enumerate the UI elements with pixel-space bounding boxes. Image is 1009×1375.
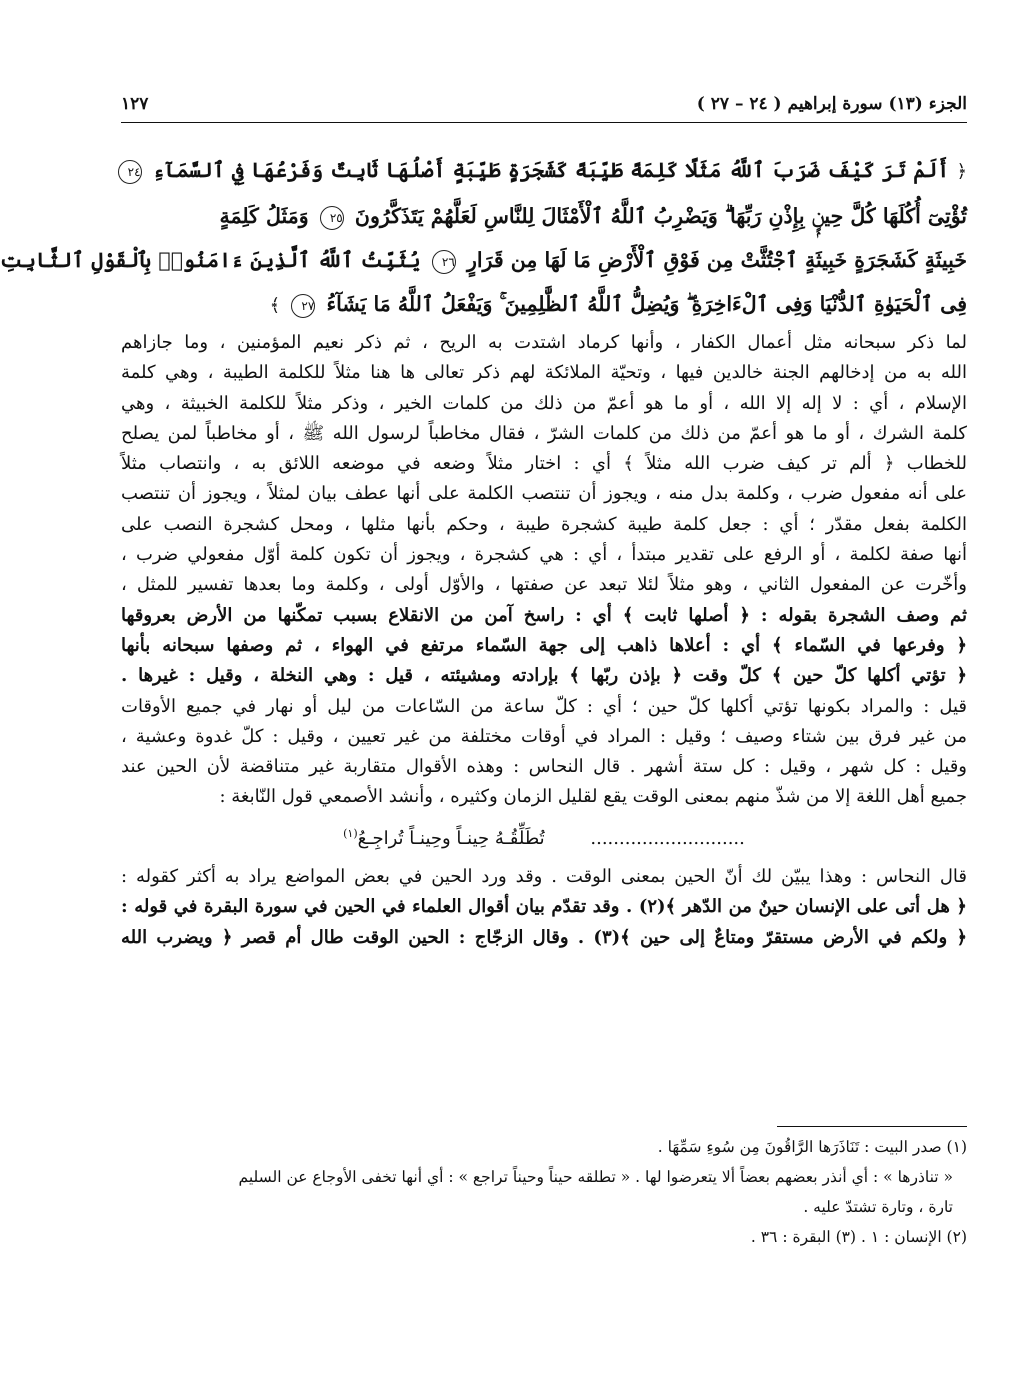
ayah-number-marker: ٢٧ bbox=[291, 294, 315, 318]
commentary-line: كلمة الشرك ، أو ما هو أعمّ من ذلك من كلمات الشرّ ، فقال مخاطباً لرسول الله ﷺ ، أو مخاطباً لمن يصلح bbox=[121, 422, 967, 444]
book-page bbox=[0, 88, 968, 1328]
commentary-line: قيل : والمراد بكونها تؤتي أكلها كلّ حين ؛ أي : كلّ ساعة من السّاعات من ليل أو نهار في جميع الأوقات bbox=[121, 695, 967, 717]
verse-text: وَمَثَلُ كَلِمَةٍ bbox=[219, 204, 309, 228]
verse-line bbox=[121, 282, 967, 328]
commentary-line: للخطاب ﴿ ألم تر كيف ضرب الله مثلاً ﴾ أي : اختار مثلاً وضعه في موضعه اللائق به ، وانتصاب مثلاً bbox=[121, 453, 967, 475]
footnote-line: (٢) الإنسان : ١ . (٣) البقرة : ٣٦ . bbox=[750, 1228, 967, 1246]
footnotes bbox=[121, 1132, 967, 1252]
ayah-number-marker: ٢٤ bbox=[118, 160, 142, 184]
commentary-line: ﴿ وفرعها في السّماء ﴾ أي : أعلاها ذاهب إلى جهة السّماء مرتفع في الهواء ، ثم وصفها سبحانه بأنها bbox=[121, 634, 967, 656]
ayah-number-marker: ٢٦ bbox=[432, 250, 456, 274]
commentary-line: وقيل : كل شهر ، وقيل : كل ستة أشهر . قال النحاس : وهذه الأقوال متقاربة غير متناقضة لأن الحين عند bbox=[121, 756, 967, 778]
running-title: الجزء (١٣) سورة إبراهيم ( ٢٤ – ٢٧ ) bbox=[696, 94, 967, 114]
verse-line bbox=[0, 238, 967, 282]
commentary-line: ثم وصف الشجرة بقوله : ﴿ أصلها ثابت ﴾ أي : راسخ آمن من الانقلاع بسبب تمكّنها من الأرض بعروقها bbox=[121, 604, 967, 626]
verse-line bbox=[121, 148, 967, 194]
page-header bbox=[121, 88, 967, 124]
footnote-rule bbox=[777, 1126, 967, 1127]
verse-text: فِى ٱلْحَيَوٰةِ ٱلدُّنْيَا وَفِى ٱلْءَاخِرَةِ ۖ وَيُضِلُّ ٱللَّهُ ٱلظَّٰلِمِينَ ۚ وَيَفْعَلُ ٱللَّهُ مَا يَشَآءُ bbox=[326, 292, 967, 316]
commentary-line: لما ذكر سبحانه مثل أعمال الكفار ، وأنها كرماد اشتدت به الريح ، ثم ذكر نعيم المؤمنين ، وما جازاهم bbox=[121, 332, 967, 353]
commentary-line: الله به من إدخالهم الجنة خالدين فيها ، وتحيّة الملائكة لهم ذكر تعالى ها هنا مثلاً للكلمة الطيبة ، وهي كلمة bbox=[121, 362, 967, 384]
poem-elision-dots: ........................... bbox=[590, 827, 745, 849]
verse-text: يُثَبِّتُ ٱللَّهُ ٱلَّذِينَ ءَامَنُوا۟ بِٱلْقَوْلِ ٱلثَّابِتِ bbox=[0, 248, 421, 272]
commentary-line: ﴿ تؤتي أكلها كلّ حين ﴾ كلّ وقت ﴿ بإذن ربّها ﴾ بإرادته ومشيئته ، قيل : وهي النخلة ، وقيل : غيرها . bbox=[121, 665, 967, 687]
commentary-line: وأخّرت عن المفعول الثاني ، وهو مثلاً لئلا تبعد عن صفتها ، والأوّل أولى ، وكلمة وما بعدها تفسير للمثل ، bbox=[121, 574, 967, 596]
verse-line bbox=[121, 194, 967, 238]
footnote-line: (١) صدر البيت : تَنَاذَرَها الرَّاقُونَ مِن سُوءِ سَمِّهَا . bbox=[657, 1138, 967, 1156]
ornate-bracket-close: ﴾ bbox=[269, 295, 281, 316]
poem-hemistich: تُطَلِّقُـهُ حِينـاً وحِينـاً تُراجِـعُ bbox=[357, 827, 545, 849]
footnote-line: تارة ، وتارة تشتدّ عليه . bbox=[803, 1198, 953, 1216]
commentary-line: من غير فرق بين شتاء وصيف ؛ وقيل : المراد في أوقات مختلفة من غير تعيين ، وقيل : كلّ غدوة وعشية ، bbox=[121, 725, 967, 747]
commentary-line: الكلمة بفعل مقدّر ؛ أي : جعل كلمة طيبة كشجرة طيبة ، وحكم بأنها مثلها ، ومحل كشجرة النصب على bbox=[121, 513, 967, 535]
verse-text: خَبِيثَةٍ كَشَجَرَةٍ خَبِيثَةٍ ٱجْتُثَّتْ مِن فَوْقِ ٱلْأَرْضِ مَا لَهَا مِن قَرَارٍ bbox=[466, 248, 967, 272]
commentary-body bbox=[121, 328, 967, 953]
ornate-bracket-open: ﴿ bbox=[956, 161, 967, 182]
page-number: ١٢٧ bbox=[121, 94, 149, 114]
commentary-line: على أنه مفعول ضرب ، وكلمة بدل منه ، ويجوز أن تنتصب الكلمة على أنها عطف بيان لمثلاً ، ويجوز أن تنتصب bbox=[121, 483, 967, 505]
footnote-ref: (١) bbox=[343, 826, 358, 840]
commentary-line: جميع أهل اللغة إلا من شذّ منهم بمعنى الوقت يقع لقليل الزمان وكثيره ، وأنشد الأصمعي قول النّابغة : bbox=[219, 786, 967, 808]
verse-text: أَلَمْ تَرَ كَيْفَ ضَرَبَ ٱللَّهُ مَثَلًا كَلِمَةً طَيِّبَةً كَشَجَرَةٍ طَيِّبَةٍ أَصْلُهَا ثَابِتٌ وَفَرْعُهَا فِي ٱلسَّمَآءِ bbox=[152, 158, 950, 182]
commentary-line: أنها صفة لكلمة ، أو الرفع على تقدير مبتدأ ، أي : هي كشجرة ، ويجوز أن تكون كلمة أوّل مفعولي ضرب ، bbox=[121, 544, 967, 566]
commentary-line: الإسلام ، أي : لا إله إلا الله ، أو ما هو أعمّ من ذلك من كلمات الخير ، وذكر مثلاً للكلمة الخبيثة ، وهي bbox=[121, 392, 967, 414]
commentary-line: ﴿ هل أتى على الإنسان حينٌ من الدّهر ﴾(٢) . وقد تقدّم بيان أقوال العلماء في الحين في سورة البقرة في قوله : bbox=[121, 896, 967, 918]
ayah-number-marker: ٢٥ bbox=[320, 206, 344, 230]
header-rule bbox=[121, 122, 967, 123]
commentary-line: ﴿ ولكم في الأرض مستقرّ ومتاعٌ إلى حين ﴾(٣) . وقال الزجّاج : الحين الوقت طال أم قصر ﴿ ويضرب الله bbox=[121, 926, 968, 948]
verse-text: تُؤْتِىٓ أُكُلَهَا كُلَّ حِينٍۭ بِإِذْنِ رَبِّهَا ۗ وَيَضْرِبُ ٱللَّهُ ٱلْأَمْثَالَ لِلنَّاسِ لَعَلَّهُمْ يَتَذَكَّرُونَ bbox=[354, 204, 967, 228]
poetry-verse bbox=[121, 819, 967, 854]
commentary-line: قال النحاس : وهذا يبيّن لك أنّ الحين بمعنى الوقت . وقد ورد الحين في بعض المواضع يراد به أكثر كقوله : bbox=[121, 866, 967, 888]
quran-verses bbox=[0, 148, 967, 328]
footnote-line: « تناذرها » : أي أنذر بعضهم بعضاً ألا يتعرضوا لها . « تطلقه حيناً وحيناً تراجع » : أي أنها تخفى الأوجاع عن السليم bbox=[238, 1168, 953, 1186]
